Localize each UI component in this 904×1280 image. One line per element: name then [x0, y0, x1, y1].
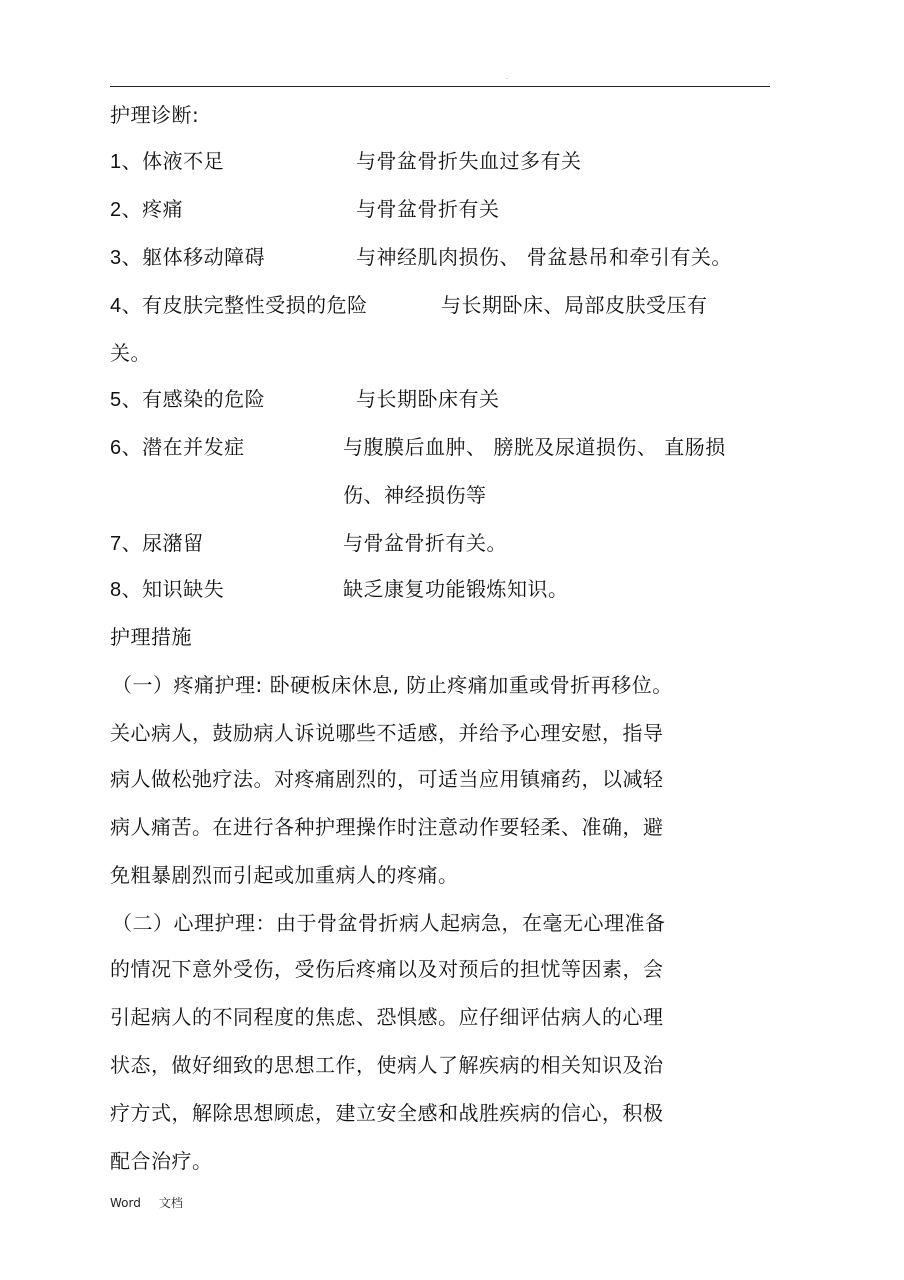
paragraph-line: 病人做松弛疗法。对疼痛剧烈的，可适当应用镇痛药，以减轻 [110, 767, 664, 791]
diagnosis-item-name: 8、知识缺失 [110, 577, 225, 601]
footer-doc: 文档 [158, 1196, 183, 1210]
diagnosis-item-reason: 与骨盆骨折失血过多有关 [356, 149, 582, 173]
measures-title: 护理措施 [110, 625, 192, 649]
diagnosis-item-reason-cont: 伤、神经损伤等 [343, 483, 487, 507]
paragraph-line: （二）心理护理：由于骨盆骨折病人起病急，在毫无心理准备 [112, 911, 666, 935]
paragraph-line: 引起病人的不同程度的焦虑、恐惧感。应仔细评估病人的心理 [110, 1005, 664, 1029]
paragraph-line: 配合治疗。 [110, 1149, 213, 1173]
diagnosis-item-reason: 与骨盆骨折有关。 [343, 531, 507, 555]
header-rule [110, 86, 770, 87]
footer-word: Word [110, 1196, 141, 1210]
page-footer [110, 1195, 183, 1211]
diagnosis-item-reason: 与骨盆骨折有关 [356, 197, 500, 221]
diagnosis-item-reason: 与腹膜后血肿、 膀胱及尿道损伤、 直肠损 [343, 435, 726, 459]
paragraph-line: 疗方式，解除思想顾虑，建立安全感和战胜疾病的信心，积极 [110, 1101, 664, 1125]
paragraph-line: 病人痛苦。在进行各种护理操作时注意动作要轻柔、准确，避 [110, 815, 664, 839]
diagnosis-item-name: 2、疼痛 [110, 197, 184, 221]
diagnosis-item-name: 5、有感染的危险 [110, 387, 266, 411]
diagnosis-item-reason: 与神经肌肉损伤、 骨盆悬吊和牵引有关。 [356, 245, 732, 269]
diagnosis-item-name: 7、尿潴留 [110, 531, 204, 555]
paragraph-line: 免粗暴剧烈而引起或加重病人的疼痛。 [110, 863, 459, 887]
paragraph-line: （一）疼痛护理: 卧硬板床休息, 防止疼痛加重或骨折再移位。 [112, 673, 673, 697]
diagnosis-item-name: 4、有皮肤完整性受损的危险 [110, 293, 368, 317]
diagnosis-item-reason: 与长期卧床、局部皮肤受压有 [441, 293, 708, 317]
paragraph-line: 关心病人，鼓励病人诉说哪些不适感，并给予心理安慰，指导 [110, 721, 664, 745]
diagnosis-item-reason: 缺乏康复功能锻炼知识。 [343, 577, 569, 601]
diagnosis-item-reason-cont: 关。 [110, 341, 151, 365]
paragraph-line: 状态，做好细致的思想工作，使病人了解疾病的相关知识及治 [110, 1053, 664, 1077]
paragraph-line: 的情况下意外受伤，受伤后疼痛以及对预后的担忧等因素，会 [110, 957, 664, 981]
diagnosis-item-reason: 与长期卧床有关 [356, 387, 500, 411]
diagnosis-item-name: 6、潜在并发症 [110, 435, 245, 459]
diagnosis-item-name: 1、体液不足 [110, 149, 225, 173]
diagnosis-item-name: 3、躯体移动障碍 [110, 245, 266, 269]
header-dot: . [506, 74, 508, 81]
diagnosis-title: 护理诊断: [110, 103, 200, 127]
